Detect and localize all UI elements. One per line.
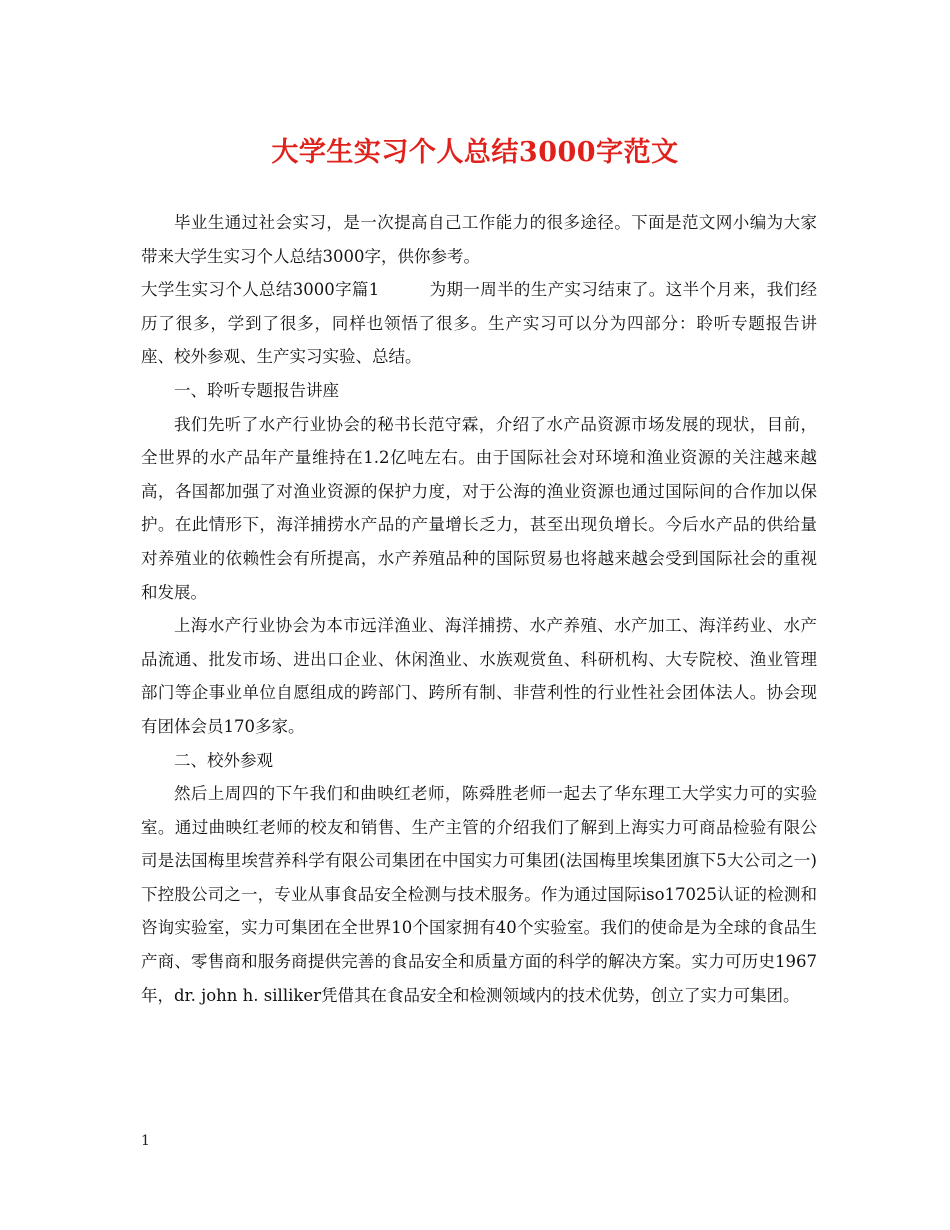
article-heading: 大学生实习个人总结3000字篇1	[141, 280, 380, 300]
paragraph-lecture: 我们先听了水产行业协会的秘书长范守霖，介绍了水产品资源市场发展的现状，目前，全世界的水产品年产量维持在1.2亿吨左右。由于国际社会对环境和渔业资源的关注越来越高，各国都加强了对渔业资源的保护力度，对于公海的渔业资源也通过国际间的合作加以保护。在此情形下，海洋捕捞水产品的产量增长乏力，甚至出现负增长。今后水产品的供给量对养殖业的依赖性会有所提高，水产养殖品种的国际贸易也将越来越会受到国际社会的重视和发展。	[141, 414, 817, 602]
document-body	[141, 206, 817, 1012]
paragraph-intro: 毕业生通过社会实习，是一次提高自己工作能力的很多途径。下面是范文网小编为大家带来大学生实习个人总结3000字，供你参考。	[141, 213, 817, 266]
section-heading-lecture: 一、聆听专题报告讲座	[174, 380, 339, 400]
page-number: 1	[141, 1133, 150, 1149]
paragraph-section-lead	[141, 273, 817, 374]
paragraph-text: 为期一周半的生产实习结束了。这半个月来，我们经历了很多，学到了很多，同样也领悟了很多。生产实习可以分为四部分：聆听专题报告讲座、校外参观、生产实习实验、总结。	[141, 280, 817, 367]
document-title: 大学生实习个人总结3000字范文	[271, 137, 679, 168]
paragraph-visit: 然后上周四的下午我们和曲映红老师，陈舜胜老师一起去了华东理工大学实力可的实验室。通过曲映红老师的校友和销售、生产主管的介绍我们了解到上海实力可商品检验有限公司是法国梅里埃营养科学有限公司集团在中国实力可集团(法国梅里埃集团旗下5大公司之一)下控股公司之一，专业从事食品安全检测与技术服务。作为通过国际iso17025认证的检测和咨询实验室，实力可集团在全世界10个国家拥有40个实验室。我们的使命是为全球的食品生产商、零售商和服务商提供完善的食品安全和质量方面的科学的解决方案。实力可历史1967年，dr. john h. silliker凭借其在食品安全和检测领域内的技术优势，创立了实力可集团。	[141, 784, 817, 1005]
paragraph-association: 上海水产行业协会为本市远洋渔业、海洋捕捞、水产养殖、水产加工、海洋药业、水产品流通、批发市场、进出口企业、休闲渔业、水族观赏鱼、科研机构、大专院校、渔业管理部门等企事业单位自愿组成的跨部门、跨所有制、非营利性的行业性社会团体法人。协会现有团体会员170多家。	[141, 616, 817, 736]
section-heading-visit: 二、校外参观	[174, 750, 273, 770]
